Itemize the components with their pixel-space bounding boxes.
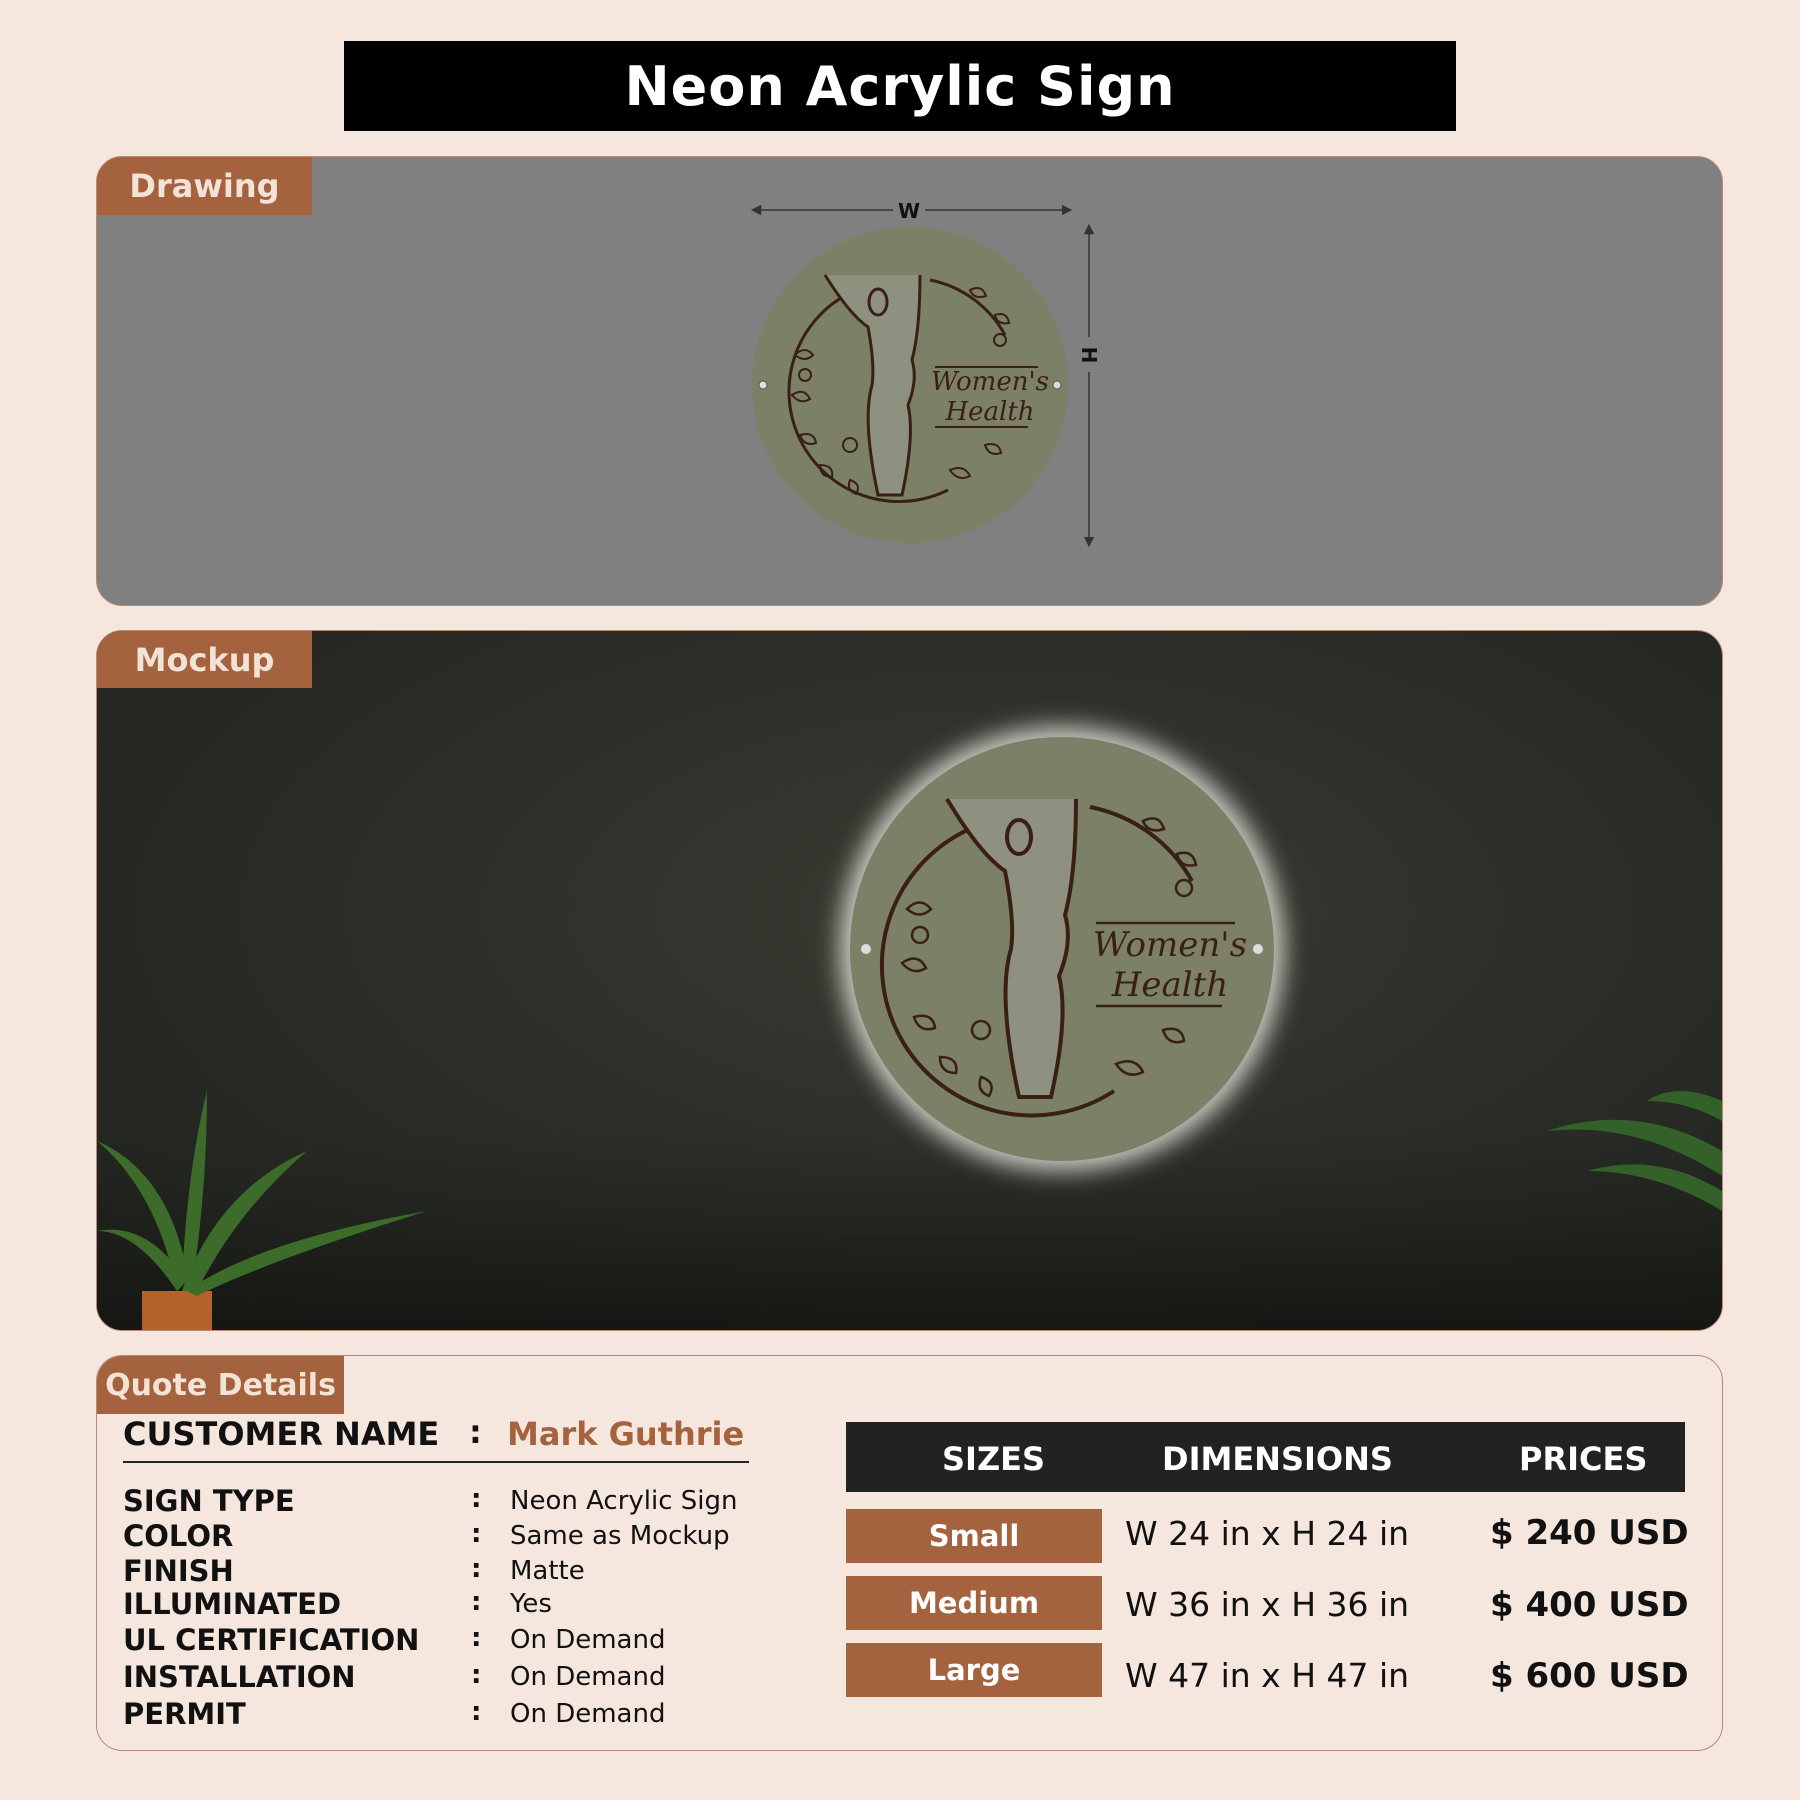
- price-small: $ 240 USD: [1490, 1513, 1689, 1553]
- spec-row: [123, 1660, 763, 1696]
- header-sizes: SIZES: [942, 1440, 1046, 1478]
- spec-label: FINISH: [123, 1554, 234, 1588]
- mockup-scene: [97, 631, 1722, 1330]
- spec-row: [123, 1519, 763, 1555]
- mockup-panel: [96, 630, 1723, 1331]
- spec-value: Matte: [510, 1556, 585, 1586]
- spec-label: INSTALLATION: [123, 1660, 356, 1694]
- spec-colon: :: [471, 1587, 482, 1617]
- drawing-panel: [96, 156, 1723, 606]
- spec-value: Same as Mockup: [510, 1521, 730, 1551]
- mockup-sign-text-line2: Health: [1111, 965, 1229, 1005]
- dimensions-small: W 24 in x H 24 in: [1125, 1514, 1410, 1553]
- width-dimension: [756, 199, 1067, 223]
- spec-colon: :: [471, 1554, 482, 1584]
- sign-mockup: [840, 727, 1284, 1171]
- spec-row: [123, 1484, 763, 1520]
- spec-value: Neon Acrylic Sign: [510, 1486, 738, 1516]
- customer-name: Mark Guthrie: [507, 1415, 745, 1453]
- spec-label: UL CERTIFICATION: [123, 1623, 420, 1657]
- header-dimensions: DIMENSIONS: [1162, 1440, 1393, 1478]
- size-small-button[interactable]: Small: [846, 1509, 1102, 1563]
- spec-row: [123, 1587, 763, 1623]
- mockup-tab: Mockup: [97, 631, 312, 688]
- size-large-button[interactable]: Large: [846, 1643, 1102, 1697]
- spec-value: On Demand: [510, 1662, 666, 1692]
- price-large: $ 600 USD: [1490, 1656, 1689, 1696]
- mockup-sign-text-line1: Women's: [1092, 925, 1248, 965]
- sign-drawing: [752, 227, 1068, 543]
- size-medium-button[interactable]: Medium: [846, 1576, 1102, 1630]
- spec-colon: :: [471, 1623, 482, 1653]
- customer-row: [123, 1411, 749, 1463]
- sign-text-line2: Health: [945, 397, 1035, 427]
- quote-tab: Quote Details: [97, 1356, 344, 1414]
- spec-value: Yes: [510, 1589, 552, 1619]
- spec-colon: :: [471, 1484, 482, 1514]
- sign-text-line1: Women's: [931, 367, 1049, 397]
- spec-colon: :: [471, 1519, 482, 1549]
- drawing-tab: Drawing: [97, 157, 312, 215]
- height-dimension: [1077, 229, 1101, 542]
- price-medium: $ 400 USD: [1490, 1585, 1689, 1625]
- spec-value: On Demand: [510, 1625, 666, 1655]
- spec-label: PERMIT: [123, 1697, 246, 1731]
- spec-value: On Demand: [510, 1699, 666, 1729]
- drawing-illustration: [97, 157, 1722, 605]
- dimensions-large: W 47 in x H 47 in: [1125, 1656, 1410, 1695]
- spec-row: [123, 1554, 763, 1590]
- width-label: W: [897, 199, 921, 223]
- spec-row: [123, 1623, 763, 1659]
- height-label: H: [1077, 346, 1101, 364]
- quote-panel: [96, 1355, 1723, 1751]
- header-prices: PRICES: [1519, 1440, 1648, 1478]
- spec-label: COLOR: [123, 1519, 234, 1553]
- dimensions-medium: W 36 in x H 36 in: [1125, 1585, 1410, 1624]
- spec-label: SIGN TYPE: [123, 1484, 295, 1518]
- customer-colon: :: [469, 1413, 482, 1451]
- page-title: Neon Acrylic Sign: [344, 41, 1456, 131]
- customer-label: CUSTOMER NAME: [123, 1415, 440, 1453]
- spec-colon: :: [471, 1697, 482, 1727]
- spec-colon: :: [471, 1660, 482, 1690]
- spec-label: ILLUMINATED: [123, 1587, 342, 1621]
- spec-row: [123, 1697, 763, 1733]
- price-table-header: [846, 1422, 1685, 1492]
